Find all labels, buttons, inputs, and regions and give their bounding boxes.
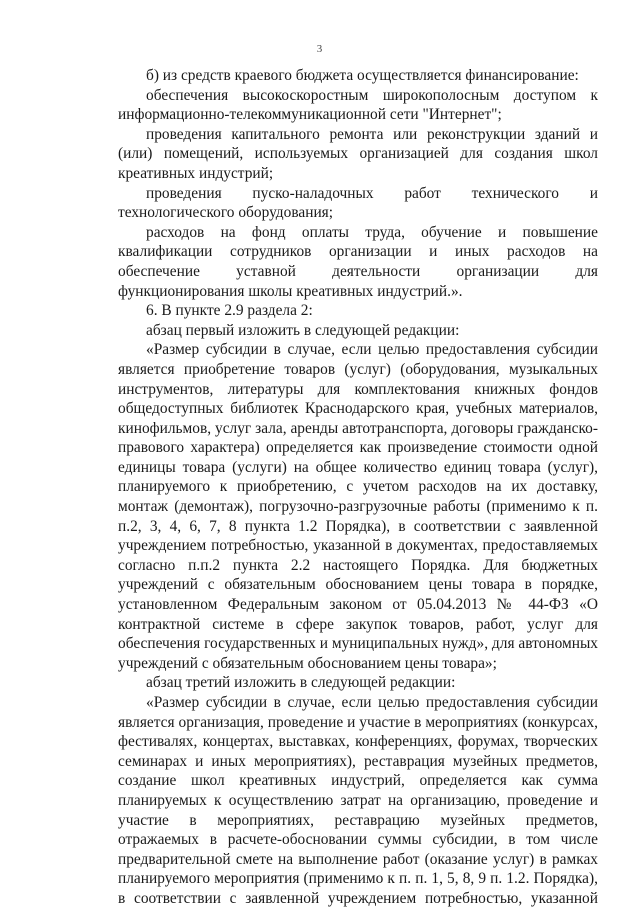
- paragraph-third-abzac-edit: абзац третий изложить в следующей редакции:: [146, 674, 456, 692]
- paragraph-internet-access: обеспечения высокоскоростным широкополосным доступом к информационно-телекоммуникационной сети "Интернет";: [118, 86, 598, 124]
- document-body: [118, 66, 598, 909]
- paragraph-subsidy-goods-purchase: «Размер субсидии в случае, если целью предоставления субсидии является приобретение товаров (услуг) (оборудования, музыкальных инструментов, литературы для комплектования книжных фондов общедоступных библиотек Краснодарского края, учебных материалов, кинофильмов, услуг зала, аренды автотранспорта, договоры гражданско-правового характера) определяется как произведение стоимости одной единицы товара (услуги) на общее количество единиц товара (услуг), планируемого к приобретению, с учетом расходов на их доставку, монтаж (демонтаж), погрузочно-разгрузочные работы (применимо к п. п.2, 3, 4, 6, 7, 8 пункта 1.2 Порядка), в соответствии с заявленной учреждением потребностью, указанной в документах, предоставляемых согласно п.п.2 пункта 2.2 настоящего Порядка. Для бюджетных учреждений с обязательным обоснованием цены товара в порядке, установленном Федеральным законом от 05.04.2013 № 44-ФЗ «О контрактной системе в сфере закупок товаров, работ, услуг для обеспечения государственных и муниципальных нужд», для автономных учреждений с обязательным обоснованием цены товара»;: [118, 341, 598, 672]
- paragraph-payroll-expenses: расходов на фонд оплаты труда, обучение и повышение квалификации сотрудников организации и иных расходов на обеспечение уставной деятельности организации для функционирования школы креативных индустрий.».: [118, 223, 598, 300]
- paragraph-item-6: 6. В пункте 2.9 раздела 2:: [146, 302, 313, 320]
- paragraph-budget-financing-intro: б) из средств краевого бюджета осуществляется финансирование:: [146, 67, 579, 84]
- paragraph-capital-repair: проведения капитального ремонта или реконструкции зданий и (или) помещений, используемых организацией для создания школ креативных индустрий;: [118, 125, 598, 182]
- page-number: 3: [316, 43, 323, 55]
- paragraph-commissioning-works: проведения пуско-наладочных работ технического и технологического оборудования;: [118, 184, 598, 222]
- paragraph-subsidy-events: «Размер субсидии в случае, если целью предоставления субсидии является организация, проведение и участие в мероприятиях (конкурсах, фестивалях, концертах, выставках, конференциях, форумах, творческих семинарах и иных мероприятиях), реставрация музейных предметов, создание школ креативных индустрий, определяется как сумма планируемых к осуществлению затрат на организацию, проведение и участие в мероприятиях, реставрацию музейных предметов, отражаемых в расчете-обосновании суммы субсидии, в том числе предварительной смете на выполнение работ (оказание услуг) в рамках планируемого мероприятия (применимо к п. п. 1, 5, 8, 9 п. 1.2. Порядка), в соответствии с заявленной учреждением потребностью, указанной: [118, 694, 598, 907]
- paragraph-first-abzac-edit: абзац первый изложить в следующей редакции:: [146, 321, 460, 339]
